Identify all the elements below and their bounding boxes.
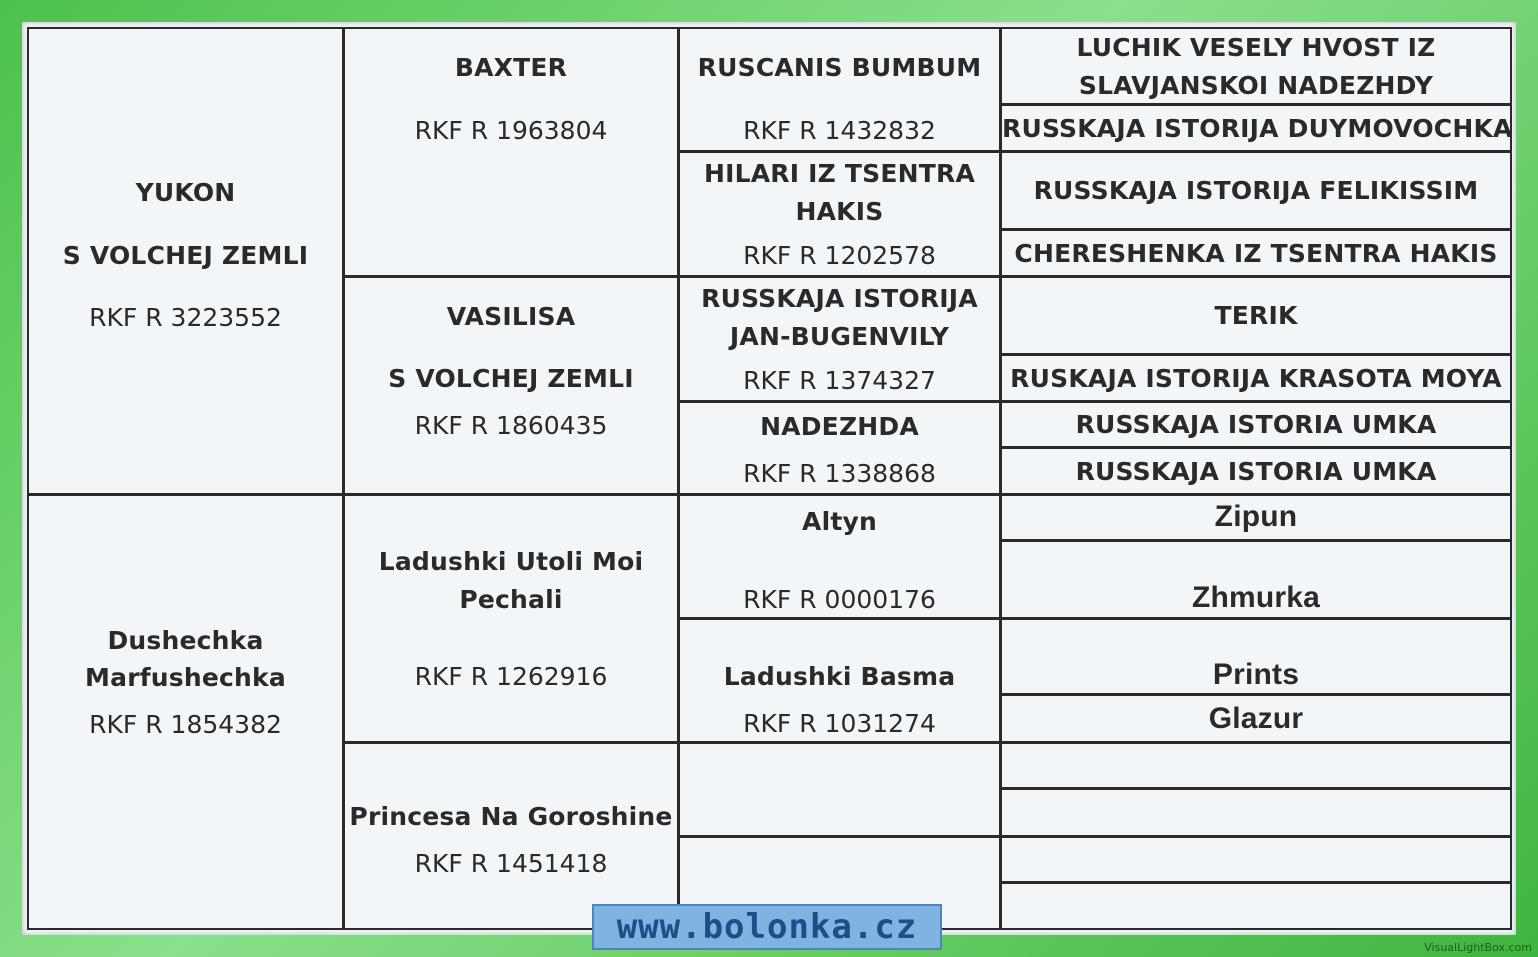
dog-name: HAKIS: [795, 197, 884, 226]
dog-name: HILARI IZ TSENTRA: [703, 159, 975, 188]
gen2-cell: [343, 27, 679, 277]
gen4-cell: [1000, 401, 1512, 448]
dog-name: Princesa Na Goroshine: [349, 802, 673, 831]
registration-number: RKF R 1451418: [414, 849, 608, 878]
gen2-cell: [343, 742, 679, 930]
dog-name: S VOLCHEJ ZEMLI: [62, 241, 309, 270]
gen2-cell: [343, 276, 679, 495]
gen4-cell: [1000, 354, 1512, 402]
dog-name: S VOLCHEJ ZEMLI: [388, 364, 634, 393]
gen4-cell: [1000, 836, 1512, 883]
registration-number: RKF R 1854382: [89, 710, 282, 739]
registration-number: RKF R 1860435: [414, 411, 608, 440]
gen4-cell: [1000, 27, 1512, 105]
gen4-cell: [1000, 742, 1512, 789]
gen3-cell: [678, 151, 1001, 277]
dog-name: Zhmurka: [1191, 581, 1321, 614]
gen4-cell: [1000, 276, 1512, 355]
registration-number: RKF R 1374327: [743, 366, 936, 395]
dog-name: TERIK: [1214, 301, 1298, 330]
gen3-cell: [678, 27, 1001, 152]
dog-name: RUSSKAJA ISTORIA UMKA: [1075, 457, 1437, 486]
gen4-cell: [1000, 104, 1512, 152]
registration-number: RKF R 0000176: [743, 585, 936, 614]
dog-name: RUSSKAJA ISTORIJA DUYMOVOCHKA: [1002, 114, 1513, 143]
website-watermark[interactable]: www.bolonka.cz: [592, 904, 942, 950]
registration-number: RKF R 1202578: [743, 241, 936, 270]
dog-name: Dushechka: [107, 626, 264, 655]
gen3-cell: [678, 742, 1001, 837]
gen3-cell: [678, 494, 1001, 619]
gen4-cell: [1000, 882, 1512, 930]
lightbox-credit: VisualLightBox.com: [1424, 941, 1532, 954]
dog-name: RUSSKAJA ISTORIJA: [701, 284, 978, 313]
gen4-cell: [1000, 494, 1512, 541]
dog-name: VASILISA: [446, 302, 576, 331]
gen3-cell: [678, 618, 1001, 743]
dog-name: Ladushki Utoli Moi: [378, 547, 644, 576]
gen4-cell: [1000, 151, 1512, 230]
dog-name: Marfushechka: [85, 663, 286, 692]
dog-name: NADEZHDA: [760, 412, 919, 441]
gen4-cell: [1000, 694, 1512, 743]
registration-number: RKF R 1432832: [743, 116, 936, 145]
dog-name: RUSSKAJA ISTORIJA FELIKISSIM: [1033, 176, 1479, 205]
gen4-cell: [1000, 788, 1512, 837]
dog-name: Pechali: [459, 585, 563, 614]
dog-name: Prints: [1212, 658, 1300, 691]
dog-name: Zipun: [1214, 500, 1298, 533]
dog-name: SLAVJANSKOI NADEZHDY: [1078, 71, 1434, 100]
dog-name: Altyn: [802, 507, 877, 536]
dog-name: LUCHIK VESELY HVOST IZ: [1076, 33, 1436, 62]
registration-number: RKF R 3223552: [89, 303, 282, 332]
dog-name: Glazur: [1208, 702, 1304, 735]
gen1-cell: [27, 494, 344, 930]
gen4-cell: [1000, 229, 1512, 277]
dog-name: CHERESHENKA IZ TSENTRA HAKIS: [1014, 239, 1498, 268]
dog-name: RUSKAJA ISTORIJA KRASOTA MOYA: [1010, 364, 1502, 393]
registration-number: RKF R 1963804: [414, 116, 608, 145]
dog-name: JAN-BUGENVILY: [729, 322, 950, 351]
gen4-cell: [1000, 618, 1512, 695]
dog-name: YUKON: [135, 178, 236, 207]
gen3-cell: [678, 401, 1001, 495]
dog-name: BAXTER: [454, 53, 568, 82]
registration-number: RKF R 1031274: [743, 709, 936, 738]
registration-number: RKF R 1262916: [414, 662, 608, 691]
gen4-cell: [1000, 540, 1512, 619]
dog-name: RUSSKAJA ISTORIA UMKA: [1075, 410, 1437, 439]
gen1-cell: [27, 27, 344, 495]
gen3-cell: [678, 276, 1001, 402]
dog-name: RUSCANIS BUMBUM: [697, 53, 982, 82]
gen2-cell: [343, 494, 679, 743]
registration-number: RKF R 1338868: [743, 459, 936, 488]
dog-name: Ladushki Basma: [723, 662, 956, 691]
gen4-cell: [1000, 447, 1512, 495]
